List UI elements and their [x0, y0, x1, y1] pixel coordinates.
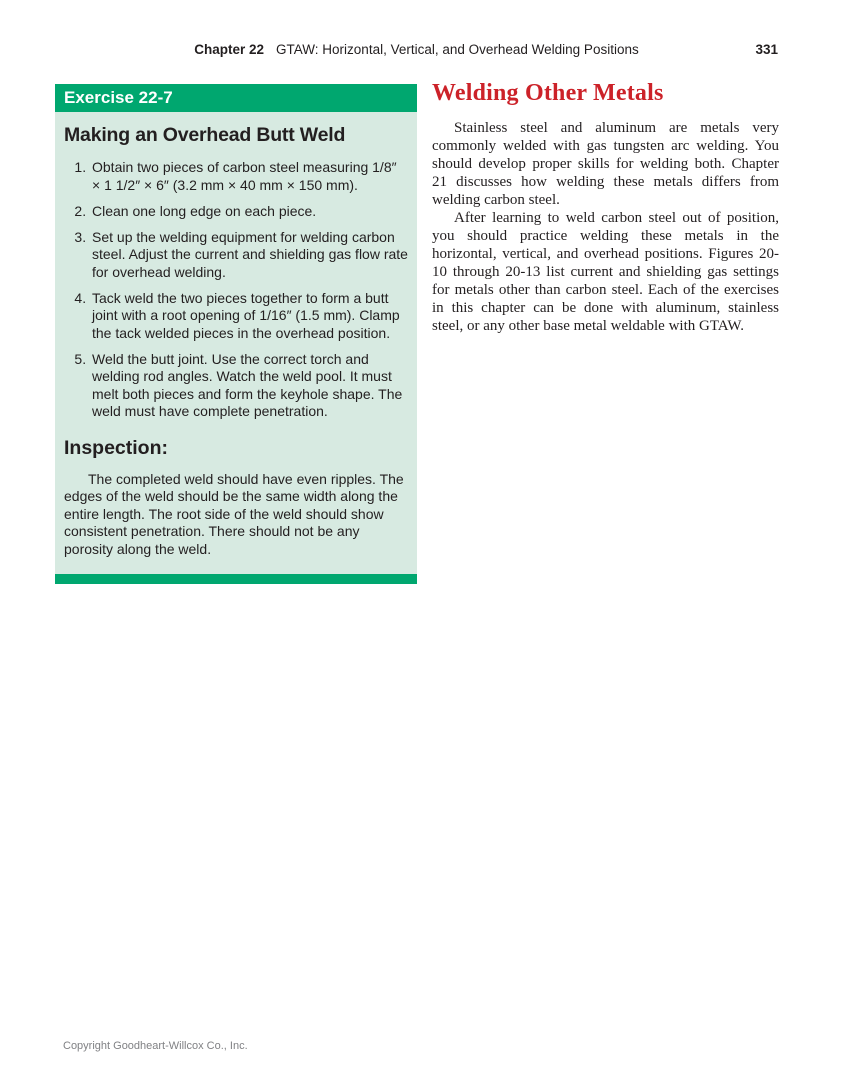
- section-paragraph: Stainless steel and aluminum are metals very commonly welded with gas tungsten arc welding. You should develop proper skills for welding both. Chapter 21 discusses how welding these metals differs from welding carbon steel.: [432, 120, 779, 208]
- exercise-box-body: [55, 112, 417, 574]
- exercise-box: [55, 84, 417, 584]
- exercise-step: 1. Obtain two pieces of carbon steel measuring 1/8″ × 1 1/2″ × 6″ (3.2 mm × 40 mm × 150 mm).: [90, 159, 408, 194]
- chapter-label: Chapter 22: [194, 42, 265, 57]
- section-column: [432, 80, 779, 335]
- exercise-step: 4. Tack weld the two pieces together to form a butt joint with a root opening of 1/16″ (1.5 mm). Clamp the tack welded pieces in the overhead position.: [90, 290, 408, 343]
- section-paragraph: After learning to weld carbon steel out of position, you should practice welding these metals in the horizontal, vertical, and overhead positions. Figures 20-10 through 20-13 list current and shielding gas settings for metals other than carbon steel. Each of the exercises in this chapter can be done with aluminum, stainless steel, or any other base metal weldable with GTAW.: [432, 210, 779, 334]
- running-head: [55, 41, 778, 59]
- exercise-step: 2. Clean one long edge on each piece.: [90, 203, 408, 221]
- section-heading: Welding Other Metals: [432, 80, 664, 106]
- chapter-title: GTAW: Horizontal, Vertical, and Overhead Welding Positions: [276, 42, 639, 57]
- inspection-heading: Inspection:: [64, 436, 169, 459]
- exercise-step: 5. Weld the butt joint. Use the correct torch and welding rod angles. Watch the weld pool. It must melt both pieces and form the keyhole shape. The weld must have complete penetration.: [90, 351, 408, 421]
- inspection-text: The completed weld should have even ripples. The edges of the weld should be the same width along the entire length. The root side of the weld should show consistent penetration. There should not be any porosity along the weld.: [64, 470, 404, 557]
- exercise-step: 3. Set up the welding equipment for welding carbon steel. Adjust the current and shielding gas flow rate for overhead welding.: [90, 229, 408, 282]
- exercise-box-header: Exercise 22-7: [55, 84, 417, 112]
- exercise-steps-list: [64, 159, 408, 421]
- copyright-notice: Copyright Goodheart-Willcox Co., Inc.: [63, 1040, 248, 1052]
- exercise-title: Making an Overhead Butt Weld: [64, 124, 346, 146]
- exercise-box-bottom-bar: [55, 574, 417, 584]
- page-number: 331: [755, 42, 778, 57]
